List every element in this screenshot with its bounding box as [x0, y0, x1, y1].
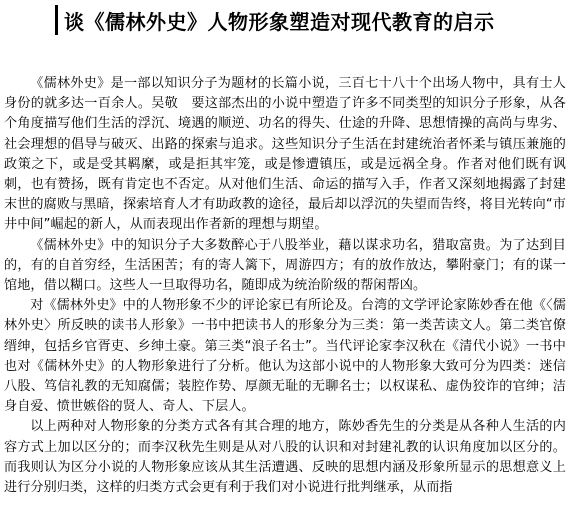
article-body	[4, 74, 566, 498]
paragraph-4: 以上两种对人物形象的分类方式各有其合理的地方，陈妙香先生的分类是从各种人生活的内容方式上加以区分的；而李汉秋先生则是从对八股的认识和对封建礼教的认识角度加以区分的。而我则认为区分小说的人物形象应该从其生活遭遇、反映的思想内涵及形象所显示的思想意义上进行分别归类，这样的归类方式会更有利于我们对小说进行批判继承，从而指	[4, 419, 566, 496]
article-title: 谈《儒林外史》人物形象塑造对现代教育的启示	[64, 9, 495, 34]
title-left-rule	[55, 5, 58, 35]
paragraph-2: 《儒林外史》中的知识分子大多数醉心于八股举业，藉以谋求功名，猎取富贵。为了达到目的，有的自首穷经，生活困苦；有的寄人篱下，周游四方；有的放作放达，攀附豪门；有的谋一馆地，借以糊口。这些人一旦取得功名，随即成为统治阶级的帮闲帮凶。	[4, 237, 566, 294]
paragraph-3: 对《儒林外史》中的人物形象不少的评论家已有所论及。台湾的文学评论家陈妙香在他《〈儒林外史〉所反映的读书人形象》一书中把读书人的形象分为三类：第一类苦读文人。第二类官僚缙绅，包括乡官胥吏、乡绅土豪。第三类“浪子名士”。当代评论家李汉秋在《清代小说》一书中也对《儒林外史》的人物形象进行了分析。他认为这部小说中的人物形象大致可分为四类：迷信八股、笃信礼教的无知腐儒；装腔作势、厚颜无耻的无聊名士；以权谋私、虚伪狡诈的官绅；洁身自爱、愤世嫉俗的贤人、奇人、下层人。	[4, 298, 566, 415]
paragraph-1: 《儒林外史》是一部以知识分子为题材的长篇小说，三百七十八十个出场人物中，具有士人身份的就多达一百余人。吴敬 要这部杰出的小说中塑造了许多不同类型的知识分子形象，从各个角度描写他们生活的浮沉、境遇的顺逆、功名的得失、仕途的升降、思想情操的高尚与卑劣、社会理想的倡导与破灭、出路的探索与追求。这些知识分子生活在封建统治者怀柔与镇压兼施的政策之下，或是受其羁縻，或是拒其牢笼，或是惨遭镇压，或是远祸全身。作者对他们既有讽刺，也有赞扬，既有肯定也不否定。从对他们生活、命运的描写入手，作者又深刻地揭露了封建末世的腐败与黑暗，探索培育人才有助政教的途径，最后却以浮沉的失望而告终，将目光转向“市井中间”崛起的新人，从而表现出作者新的理想与期望。	[4, 76, 566, 233]
article-header	[55, 4, 495, 36]
